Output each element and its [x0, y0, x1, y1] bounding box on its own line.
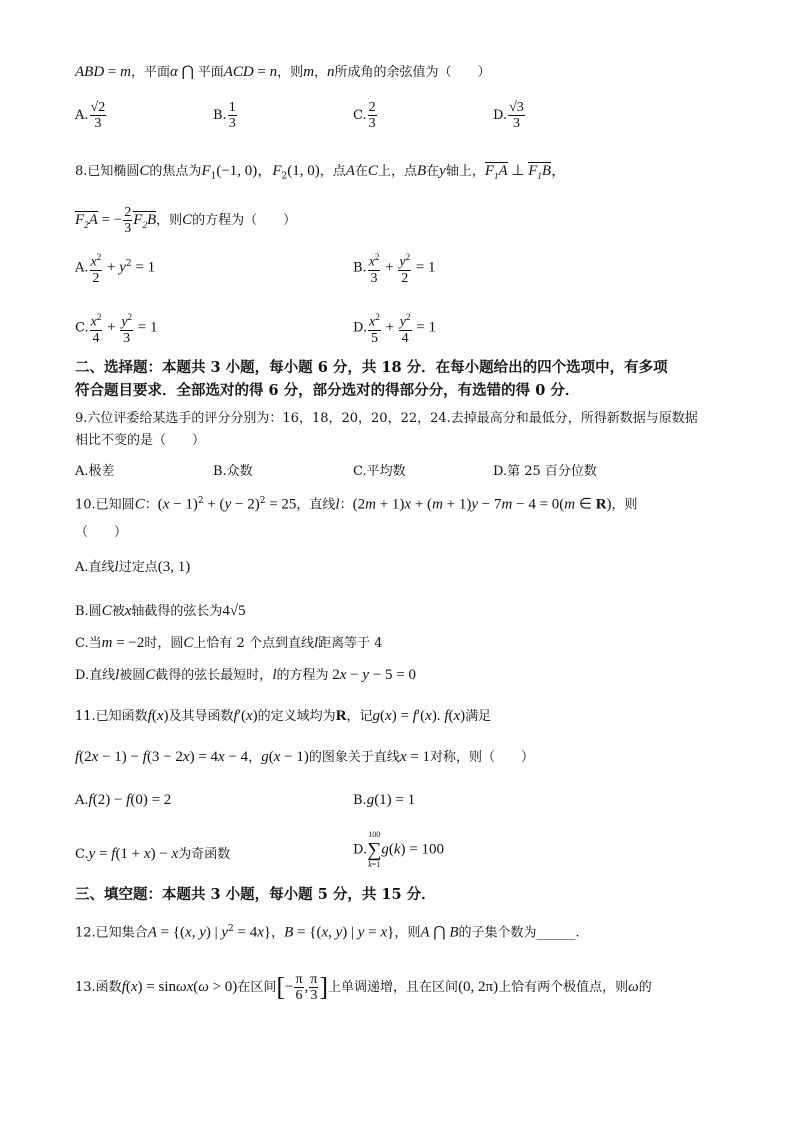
q8-stem-line-1: 8.已知椭圆C的焦点为$F_1(-1$, 0)，$F_2(1$, 0)，点A在C上，点B在y轴上，$F_1A$ ⊥ $F_1B$， [75, 163, 567, 182]
q9-option-c: C.平均数 [353, 464, 406, 479]
q10-option-b: B.圆C被x轴截得的弦长为4√5 [75, 603, 246, 619]
section-2-heading-line-2: 符合题目要求．全部选对的得 6 分，部分选对的得部分分，有选错的得 0 分． [75, 382, 580, 399]
q8-option-d: D. $\frac{x^2}{5}$ + $\frac{y^2}{4}$ = 1 [353, 312, 436, 346]
q10-paren: （ ） [75, 525, 128, 540]
q7-option-b: B. $\frac{1}{3}$ [213, 100, 236, 131]
q7-text-5: 所成角的余弦值为（ ） [334, 65, 491, 80]
q9-stem-line-2: 相比不变的是（ ） [75, 433, 206, 448]
q10-option-a: A.直线l过定点(3, 1) [75, 559, 191, 575]
q13-stem: 13.函数f(x) = sinωx(ω > 0)在区间[− $\frac{\pi}{6}$ , $\frac{\pi}{3}$ ]上单调递增，且在区间(0, 2π)上恰有两个极值点，则ω的 [75, 972, 652, 1003]
q9-option-d: D.第 25 百分位数 [493, 464, 597, 479]
q12-stem: 12.已知集合A = {(x, y) | $y^2 = 4x$}，B = {(x, y) | y = x}，则A ⋂ B的子集个数为______. [75, 924, 580, 941]
q7-text-1: ，平面 [130, 65, 170, 80]
q7-option-a: A. $\frac{√2}{3}$ [75, 100, 106, 131]
q7-text-3: ，则 [277, 65, 304, 80]
q7-option-c: C. $\frac{2}{3}$ [353, 100, 376, 131]
q7-option-d: D. $\frac{√3}{3}$ [493, 100, 524, 131]
q7-stem-line: ABD = m，平面α ⋂ 平面ACD = n，则m，n所成角的余弦值为（ ） [75, 64, 491, 80]
q11-option-b: B.g(1) = 1 [353, 792, 416, 808]
q7-text-4: ， [314, 65, 328, 80]
q9-stem-line-1: 9.六位评委给某选手的评分分别为：16，18，20，20，22，24.去掉最高分和最低分，所得新数据与原数据 [75, 411, 698, 426]
q11-option-d: D. 100 ∑ k=1 g(k) = 100 [353, 830, 444, 869]
q8-option-c: C. $\frac{x^2}{4}$ + $\frac{y^2}{3}$ = 1 [75, 312, 158, 346]
q11-option-a: A.f(2) − f(0) = 2 [75, 792, 172, 808]
section-3-heading: 三、填空题：本题共 3 小题，每小题 5 分，共 15 分． [75, 886, 436, 903]
q9-option-b: B.众数 [213, 464, 253, 479]
q9-option-a: A.极差 [75, 464, 115, 479]
q8-stem-line-2: $F_2A$ = − $\frac{2}{3}$ $F_2B$，则C的方程为（ ） [75, 205, 297, 236]
q7-text-2: 平面 [197, 65, 224, 80]
q10-option-c: C.当m = −2时，圆C上恰有 2 个点到直线l距离等于 4 [75, 635, 383, 651]
section-2-heading-line-1: 二、选择题：本题共 3 小题，每小题 6 分，共 18 分．在每小题给出的四个选项中，有多项 [75, 359, 668, 376]
q11-stem-line-2: f(2x − 1) − f(3 − 2x) = 4x − 4，g(x − 1)的图象关于直线x = 1对称，则（ ） [75, 749, 535, 765]
q8-option-a: A. $\frac{x^2}{2}$ + $y^2 = 1$ [75, 252, 156, 286]
q11-stem-line-1: 11.已知函数f(x)及其导函数f′(x)的定义域均为R，记g(x) = f′(x). f(x)满足 [75, 708, 492, 724]
q10-stem-line-1: 10.已知圆C：$(x - 1)^2 + (y - 2)^2 = 25$，直线l：(2m + 1)x + (m + 1)y − 7m − 4 = 0(m ∈ R)，则 [75, 496, 638, 513]
q8-option-b: B. $\frac{x^2}{3}$ + $\frac{y^2}{2}$ = 1 [353, 252, 436, 286]
q10-option-d: D.直线l被圆C截得的弦长最短时，l的方程为 2x − y − 5 = 0 [75, 667, 416, 683]
q11-option-c: C.y = f(1 + x) − x为奇函数 [75, 846, 231, 862]
